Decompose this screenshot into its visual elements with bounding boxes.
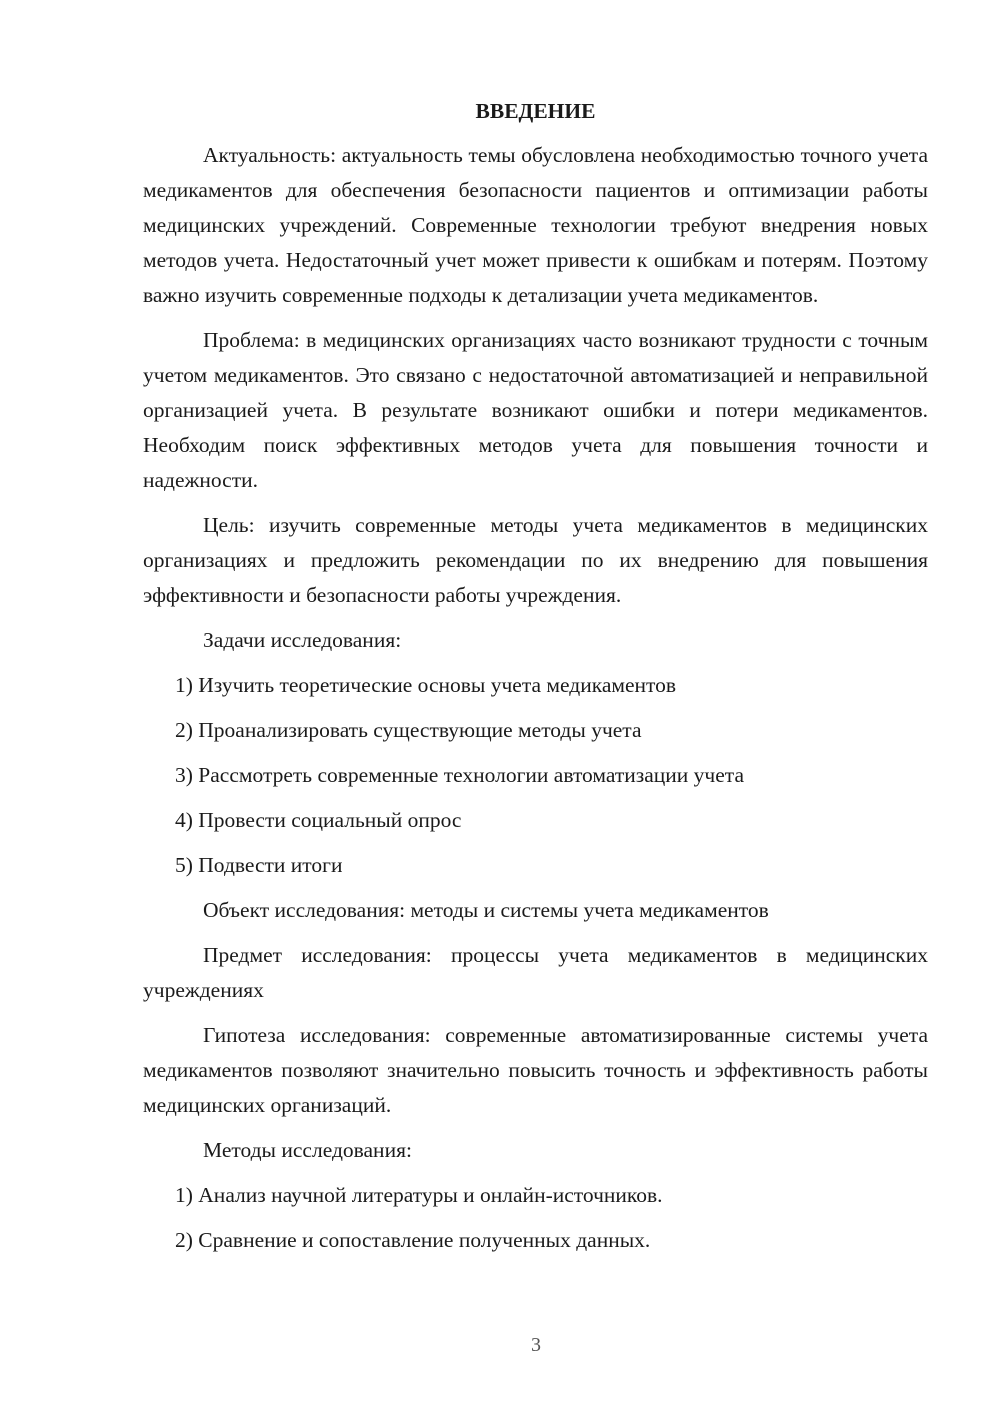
- methods-list: [143, 1178, 928, 1258]
- list-item: 1) Изучить теоретические основы учета медикаментов: [175, 673, 677, 697]
- paragraph-goal: Цель: изучить современные методы учета медикаментов в медицинских организациях и предложить рекомендации по их внедрению для повышения эффективности и безопасности работы учреждения.: [143, 513, 928, 607]
- page-content: [143, 96, 928, 1268]
- paragraph-problem: Проблема: в медицинских организациях часто возникают трудности с точным учетом медикаментов. Это связано с недостаточной автоматизацией и неправильной организацией учета. В результате возникают ошибки и потери медикаментов. Необходим поиск эффективных методов учета для повышения точности и надежности.: [143, 328, 928, 492]
- section-title: ВВЕДЕНИЕ: [475, 99, 596, 123]
- list-item: 1) Анализ научной литературы и онлайн-источников.: [175, 1183, 663, 1207]
- methods-heading: Методы исследования:: [203, 1138, 412, 1162]
- page-number: 3: [531, 1334, 541, 1356]
- paragraph-hypothesis: Гипотеза исследования: современные автоматизированные системы учета медикаментов позволяют значительно повысить точность и эффективность работы медицинских организаций.: [143, 1023, 928, 1117]
- list-item: 5) Подвести итоги: [175, 853, 343, 877]
- paragraph-subject: Предмет исследования: процессы учета медикаментов в медицинских учреждениях: [143, 943, 928, 1002]
- paragraph-relevance: Актуальность: актуальность темы обусловлена необходимостью точного учета медикаментов для обеспечения безопасности пациентов и оптимизации работы медицинских учреждений. Современные технологии требуют внедрения новых методов учета. Недостаточный учет может привести к ошибкам и потерям. Поэтому важно изучить современные подходы к детализации учета медикаментов.: [143, 143, 928, 307]
- paragraph-object: Объект исследования: методы и системы учета медикаментов: [203, 898, 769, 922]
- list-item: 2) Проанализировать существующие методы учета: [175, 718, 642, 742]
- list-item: 4) Провести социальный опрос: [175, 808, 462, 832]
- list-item: 3) Рассмотреть современные технологии автоматизации учета: [175, 763, 744, 787]
- tasks-list: [143, 668, 928, 883]
- list-item: 2) Сравнение и сопоставление полученных данных.: [175, 1228, 651, 1252]
- tasks-heading: Задачи исследования:: [203, 628, 402, 652]
